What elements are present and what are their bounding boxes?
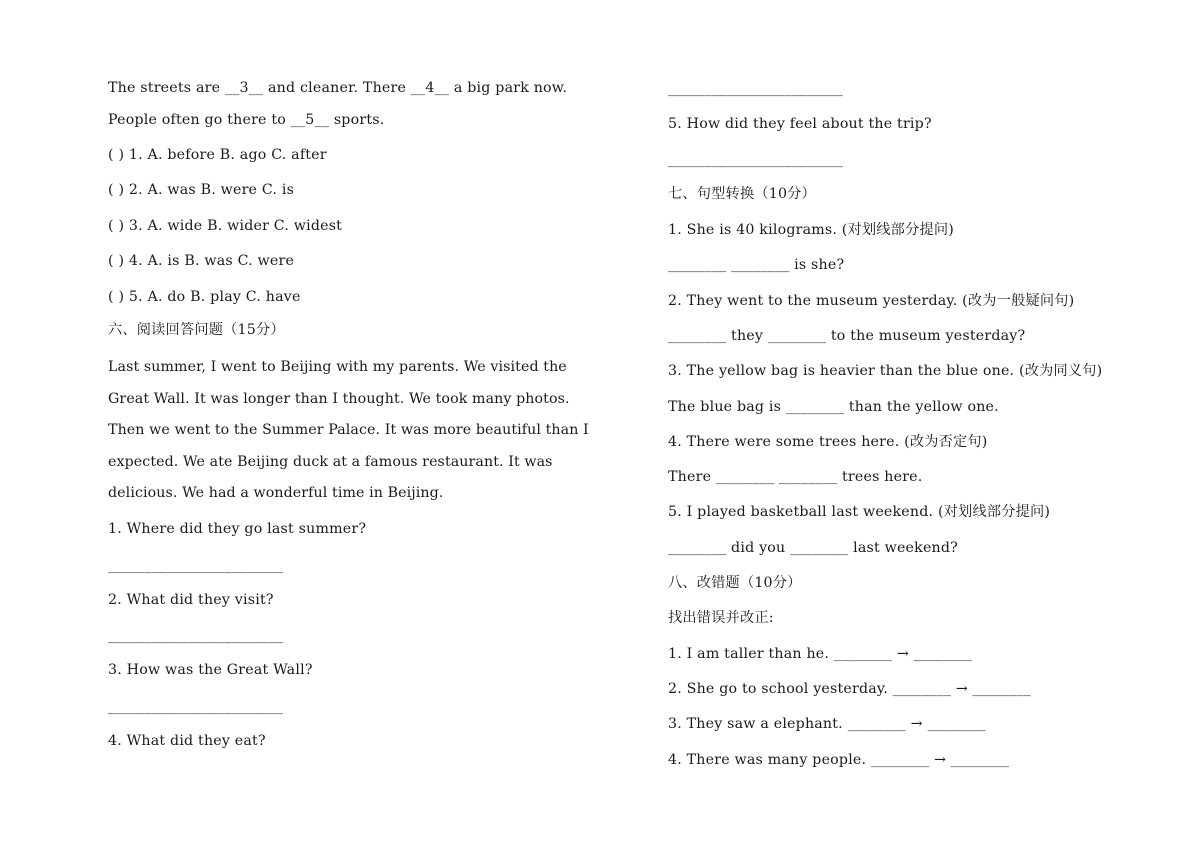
passage-line: Last summer, I went to Beijing with my parents. We visited the [108,359,567,375]
passage-line: Great Wall. It was longer than I thought. We took many photos. [108,391,570,407]
section-eight-title: 八、改错题（10分） [668,575,802,591]
cloze-text-line: People often go there to __5__ sports. [108,112,385,128]
correction-item[interactable]: 2. She go to school yesterday. ________ → ________ [668,681,1031,697]
passage-line: Then we went to the Summer Palace. It was more beautiful than I [108,422,589,438]
transform-answer[interactable]: The blue bag is ________ than the yellow one. [668,399,999,415]
answer-line[interactable]: ________________________ [108,558,284,574]
cloze-text-line: The streets are __3__ and cleaner. There __4__ a big park now. [108,80,568,96]
passage-line: delicious. We had a wonderful time in Beijing. [108,485,444,501]
reading-question: 2. What did they visit? [108,592,274,608]
correction-item[interactable]: 1. I am taller than he. ________ → ________ [668,646,973,662]
reading-question: 4. What did they eat? [108,733,266,749]
correction-item[interactable]: 3. They saw a elephant. ________ → ________ [668,716,986,732]
correction-item[interactable]: 4. There was many people. ________ → ________ [668,752,1010,768]
cloze-option: ( ) 4. A. is B. was C. were [108,253,295,269]
transform-answer[interactable]: ________ ________ is she? [668,257,845,273]
reading-question: 1. Where did they go last summer? [108,521,367,537]
cloze-option: ( ) 3. A. wide B. wider C. widest [108,218,343,234]
section-seven-title: 七、句型转换（10分） [668,186,816,202]
transform-answer[interactable]: There ________ ________ trees here. [668,469,923,485]
answer-line[interactable]: ________________________ [668,152,844,168]
transform-question: 3. The yellow bag is heavier than the blue one. (改为同义句) [668,363,1103,379]
answer-line[interactable]: ________________________ [668,81,844,97]
reading-question: 3. How was the Great Wall? [108,662,313,678]
transform-question: 5. I played basketball last weekend. (对划线部分提问) [668,504,1051,520]
transform-question: 1. She is 40 kilograms. (对划线部分提问) [668,222,954,238]
cloze-option: ( ) 1. A. before B. ago C. after [108,147,327,163]
transform-question: 4. There were some trees here. (改为否定句) [668,434,988,450]
section-six-title: 六、阅读回答问题（15分） [108,322,285,338]
cloze-option: ( ) 2. A. was B. were C. is [108,182,295,198]
cloze-option: ( ) 5. A. do B. play C. have [108,289,301,305]
section-eight-instruction: 找出错误并改正: [668,610,774,626]
transform-answer[interactable]: ________ they ________ to the museum yesterday? [668,328,1026,344]
answer-line[interactable]: ________________________ [108,699,284,715]
transform-answer[interactable]: ________ did you ________ last weekend? [668,540,958,556]
passage-line: expected. We ate Beijing duck at a famous restaurant. It was [108,454,553,470]
reading-question: 5. How did they feel about the trip? [668,116,932,132]
answer-line[interactable]: ________________________ [108,628,284,644]
transform-question: 2. They went to the museum yesterday. (改为一般疑问句) [668,293,1075,309]
